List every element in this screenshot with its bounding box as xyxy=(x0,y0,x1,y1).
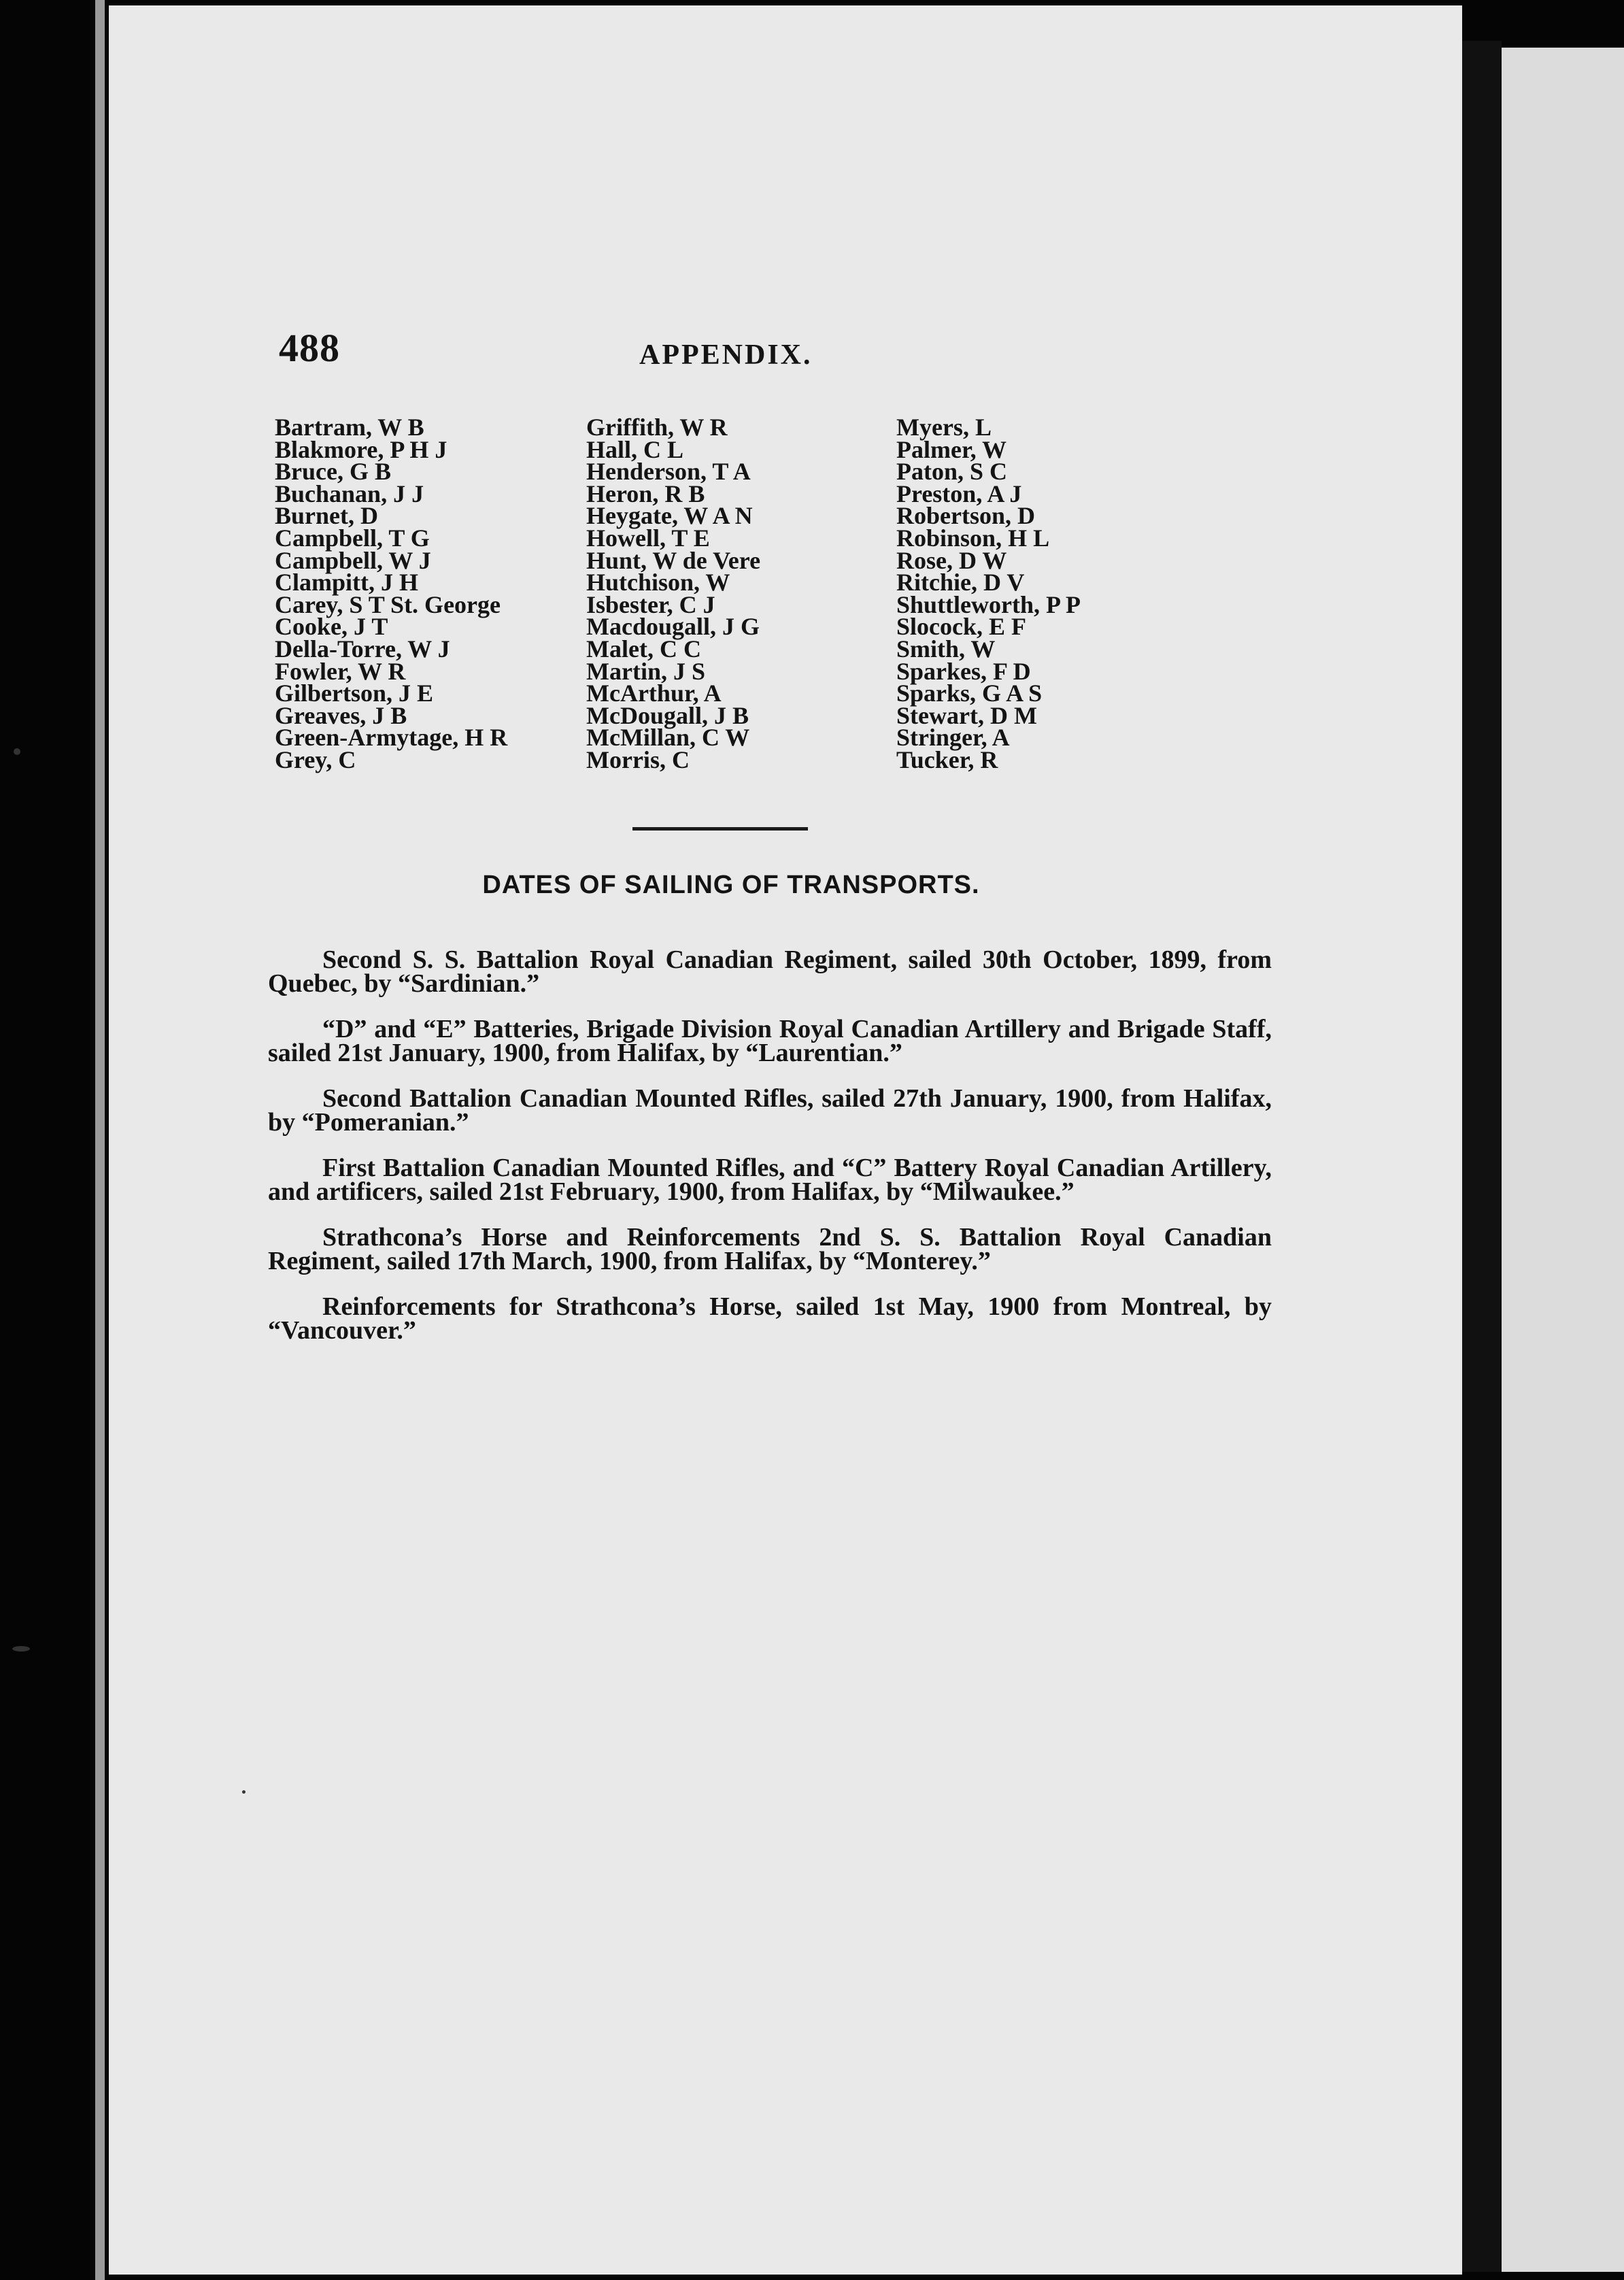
name-entry: Bartram, W B xyxy=(275,414,424,441)
name-entry: Grey, C xyxy=(275,745,356,773)
section-divider xyxy=(632,827,808,831)
adjacent-page-edge xyxy=(1502,48,1624,2272)
name-entry: Campbell, W J xyxy=(275,546,431,574)
name-entry: Campbell, T G xyxy=(275,524,430,552)
name-entry: Heron, R B xyxy=(586,480,705,507)
page-number: 488 xyxy=(279,326,340,370)
name-entry: Morris, C xyxy=(586,745,690,773)
sailing-paragraph: First Battalion Canadian Mounted Rifles, and “C” Battery Royal Canadian Artillery, and artificers, sailed 21st February, 1900, from Halifax, by “Milwaukee.” xyxy=(268,1154,1272,1206)
name-entry: Greaves, J B xyxy=(275,701,407,729)
name-entry: Isbester, C J xyxy=(586,590,715,618)
name-entry: Sparkes, F D xyxy=(896,657,1031,685)
scan-speck xyxy=(242,1790,246,1794)
sailing-paragraph: Strathcona’s Horse and Reinforcements 2nd S. S. Battalion Royal Canadian Regiment, sailed 17th March, 1900, from Halifax, by “Monterey.” xyxy=(268,1223,1272,1275)
name-entry: Green-Armytage, H R xyxy=(275,724,508,752)
name-entry: Smith, W xyxy=(896,635,996,663)
name-entry: Buchanan, J J xyxy=(275,480,424,507)
name-entry: Malet, C C xyxy=(586,635,701,663)
name-entry: Myers, L xyxy=(896,414,992,441)
name-entry: Bruce, G B xyxy=(275,458,391,486)
name-entry: Macdougall, J G xyxy=(586,613,760,641)
name-entry: Sparks, G A S xyxy=(896,680,1043,707)
name-entry: Paton, S C xyxy=(896,458,1008,486)
name-entry: Stringer, A xyxy=(896,724,1010,752)
name-entry: Palmer, W xyxy=(896,435,1006,463)
name-entry: Ritchie, D V xyxy=(896,569,1025,597)
name-entry: McMillan, C W xyxy=(586,724,750,752)
name-entry: Fowler, W R xyxy=(275,657,406,685)
scan-speck xyxy=(14,748,20,755)
name-entry: Stewart, D M xyxy=(896,701,1037,729)
sailing-paragraph: Reinforcements for Strathcona’s Horse, sailed 1st May, 1900 from Montreal, by “Vancouver.” xyxy=(268,1292,1272,1345)
name-entry: Carey, S T St. George xyxy=(275,590,501,618)
sailing-paragraph: Second Battalion Canadian Mounted Rifles, sailed 27th January, 1900, from Halifax, by “Pomeranian.” xyxy=(268,1084,1272,1137)
name-entry: Howell, T E xyxy=(586,524,710,552)
name-entry: Griffith, W R xyxy=(586,414,728,441)
name-entry: Cooke, J T xyxy=(275,613,388,641)
name-entry: Henderson, T A xyxy=(586,458,751,486)
name-entry: Preston, A J xyxy=(896,480,1022,507)
sailing-dates-list xyxy=(268,945,1272,1364)
sailing-paragraph: “D” and “E” Batteries, Brigade Division Royal Canadian Artillery and Brigade Staff, sailed 21st January, 1900, from Halifax, by “Laurentian.” xyxy=(268,1015,1272,1067)
names-column-3 xyxy=(896,416,1081,771)
name-entry: Robertson, D xyxy=(896,502,1035,530)
name-entry: Blakmore, P H J xyxy=(275,435,447,463)
name-entry: McDougall, J B xyxy=(586,701,749,729)
name-entry: Hall, C L xyxy=(586,435,684,463)
name-entry: Della-Torre, W J xyxy=(275,635,450,663)
name-entry: McArthur, A xyxy=(586,680,722,707)
name-entry: Clampitt, J H xyxy=(275,569,418,597)
name-entry: Tucker, R xyxy=(896,745,998,773)
names-column-2 xyxy=(586,416,760,771)
book-gutter xyxy=(1462,41,1502,2272)
name-entry: Shuttleworth, P P xyxy=(896,590,1081,618)
name-entry: Hunt, W de Vere xyxy=(586,546,761,574)
name-entry: Burnet, D xyxy=(275,502,378,530)
scan-speck xyxy=(12,1646,30,1652)
section-heading: DATES OF SAILING OF TRANSPORTS. xyxy=(482,871,980,899)
sailing-paragraph: Second S. S. Battalion Royal Canadian Regiment, sailed 30th October, 1899, from Quebec, by “Sardinian.” xyxy=(268,945,1272,998)
name-entry: Slocock, E F xyxy=(896,613,1027,641)
name-entry: Rose, D W xyxy=(896,546,1007,574)
name-entry: Heygate, W A N xyxy=(586,502,753,530)
name-entry: Robinson, H L xyxy=(896,524,1050,552)
name-entry: Gilbertson, J E xyxy=(275,680,434,707)
page-edge xyxy=(95,0,105,2280)
running-title: APPENDIX. xyxy=(639,339,813,371)
name-entry: Hutchison, W xyxy=(586,569,730,597)
name-entry: Martin, J S xyxy=(586,657,705,685)
names-column-1 xyxy=(275,416,507,771)
